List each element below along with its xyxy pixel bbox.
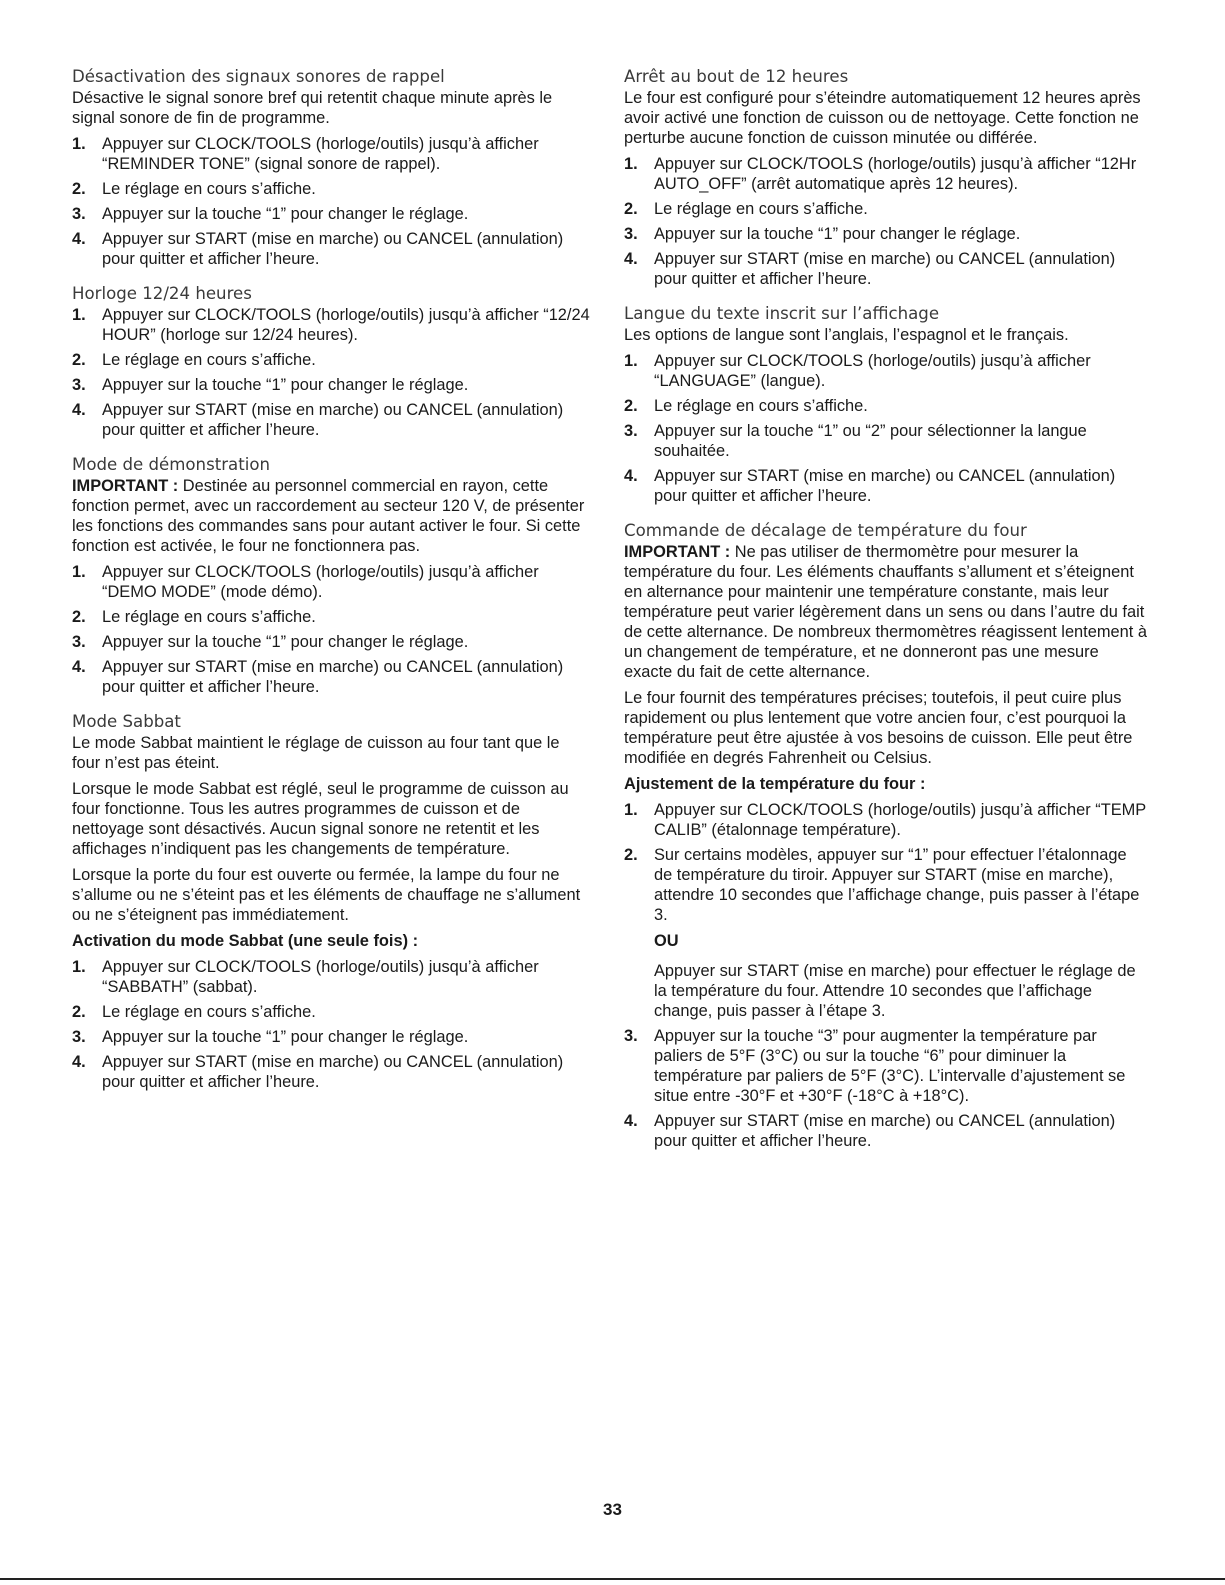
step-number: 3. — [624, 422, 638, 440]
step-text: Appuyer sur START (mise en marche) ou CANCEL (annulation) pour quitter et afficher l’heure. — [102, 1053, 564, 1091]
step-text: Appuyer sur la touche “1” pour changer le réglage. — [102, 633, 469, 651]
step-number: 4. — [72, 401, 86, 419]
step-text: Appuyer sur CLOCK/TOOLS (horloge/outils) jusqu’à afficher “LANGUAGE” (langue). — [654, 352, 1091, 390]
step-number: 3. — [72, 1028, 86, 1046]
list-item — [624, 1111, 1149, 1151]
important-note — [624, 542, 1149, 682]
steps-list — [72, 957, 592, 1092]
section-title: Commande de décalage de température du four — [624, 521, 1027, 540]
section-title: Mode de démonstration — [72, 455, 271, 474]
step-number: 2. — [72, 1003, 86, 1021]
section-title: Mode Sabbat — [72, 712, 181, 731]
list-item — [624, 421, 1149, 461]
steps-list — [72, 562, 592, 697]
step-number: 3. — [72, 633, 86, 651]
step-text: Appuyer sur START (mise en marche) ou CANCEL (annulation) pour quitter et afficher l’heure. — [102, 230, 564, 268]
list-item — [72, 375, 592, 395]
list-item — [624, 199, 1149, 219]
section-display-language — [624, 303, 1149, 506]
list-item — [624, 351, 1149, 391]
step-number: 3. — [72, 205, 86, 223]
step-text: Appuyer sur CLOCK/TOOLS (horloge/outils) jusqu’à afficher “12Hr AUTO_OFF” (arrêt automatique après 12 heures). — [654, 155, 1137, 193]
section-title: Arrêt au bout de 12 heures — [624, 67, 849, 86]
step-text: Le réglage en cours s’affiche. — [102, 1003, 316, 1021]
steps-list — [624, 351, 1149, 506]
step-text: Le réglage en cours s’affiche. — [102, 180, 316, 198]
step-text: Appuyer sur CLOCK/TOOLS (horloge/outils) jusqu’à afficher “DEMO MODE” (mode démo). — [102, 563, 539, 601]
step-text: Appuyer sur START (mise en marche) ou CANCEL (annulation) pour quitter et afficher l’heure. — [654, 250, 1116, 288]
section-intro: Désactive le signal sonore bref qui retentit chaque minute après le signal sonore de fin de programme. — [72, 89, 553, 127]
step-text: Appuyer sur CLOCK/TOOLS (horloge/outils) jusqu’à afficher “TEMP CALIB” (étalonnage température). — [654, 801, 1146, 839]
step-number: 3. — [72, 376, 86, 394]
list-item — [72, 179, 592, 199]
list-item — [72, 607, 592, 627]
important-label: IMPORTANT : — [72, 477, 179, 495]
step-text: Le réglage en cours s’affiche. — [654, 397, 868, 415]
paragraph: Le mode Sabbat maintient le réglage de cuisson au four tant que le four n’est pas éteint. — [72, 734, 560, 772]
list-item — [72, 134, 592, 174]
section-reminder-tone — [72, 66, 592, 269]
step-text: Appuyer sur la touche “1” pour changer le réglage. — [102, 376, 469, 394]
steps-list — [72, 305, 592, 440]
list-item — [72, 562, 592, 602]
section-auto-off — [624, 66, 1149, 289]
step-number: 4. — [624, 467, 638, 485]
list-item — [72, 1052, 592, 1092]
or-separator: OU — [654, 932, 679, 950]
step-number: 1. — [72, 563, 86, 581]
step-number: 2. — [624, 846, 638, 864]
list-item — [72, 400, 592, 440]
section-sabbath-mode — [72, 711, 592, 1092]
list-item — [72, 229, 592, 269]
important-note — [72, 476, 592, 556]
paragraph: Lorsque le mode Sabbat est réglé, seul le programme de cuisson au four fonctionne. Tous les autres programmes de cuisson et de nettoyage sont désactivés. Aucun signal sonore ne retentit et les affichages n’indiquent pas les changements de température. — [72, 780, 569, 858]
list-item — [624, 1026, 1149, 1106]
step-text: Appuyer sur la touche “1” pour changer le réglage. — [102, 205, 469, 223]
step-text: Appuyer sur START (mise en marche) ou CANCEL (annulation) pour quitter et afficher l’heure. — [654, 467, 1116, 505]
list-item — [624, 224, 1149, 244]
list-item — [624, 396, 1149, 416]
list-item — [72, 1002, 592, 1022]
step-number: 2. — [72, 180, 86, 198]
step-text: Appuyer sur la touche “1” pour changer le réglage. — [654, 225, 1021, 243]
list-item — [624, 466, 1149, 506]
section-title: Langue du texte inscrit sur l’affichage — [624, 304, 940, 323]
steps-list — [624, 800, 1149, 1151]
step-text: Appuyer sur START (mise en marche) ou CANCEL (annulation) pour quitter et afficher l’heure. — [102, 401, 564, 439]
step-number: 1. — [624, 352, 638, 370]
step-number: 2. — [72, 608, 86, 626]
list-item — [624, 249, 1149, 289]
step-number: 4. — [72, 1053, 86, 1071]
list-item — [624, 154, 1149, 194]
list-item — [72, 632, 592, 652]
list-item — [624, 800, 1149, 840]
step-text: Appuyer sur CLOCK/TOOLS (horloge/outils) jusqu’à afficher “REMINDER TONE” (signal sonore de rappel). — [102, 135, 539, 173]
step-text: Appuyer sur START (mise en marche) ou CANCEL (annulation) pour quitter et afficher l’heure. — [654, 1112, 1116, 1150]
subheading: Ajustement de la température du four : — [624, 775, 926, 793]
step-text: Le réglage en cours s’affiche. — [102, 608, 316, 626]
step-text: Sur certains modèles, appuyer sur “1” pour effectuer l’étalonnage de température du tiroir. Appuyer sur START (mise en marche), attendre 10 secondes que l’affichage change, puis passer à l’étape 3. — [654, 846, 1140, 924]
step-text: Appuyer sur START (mise en marche) ou CANCEL (annulation) pour quitter et afficher l’heure. — [102, 658, 564, 696]
step-number: 2. — [72, 351, 86, 369]
list-item — [72, 957, 592, 997]
step-number: 1. — [72, 958, 86, 976]
step-text: Appuyer sur la touche “1” pour changer le réglage. — [102, 1028, 469, 1046]
step-number: 2. — [624, 200, 638, 218]
section-demo-mode — [72, 454, 592, 697]
step-number: 3. — [624, 1027, 638, 1045]
list-item — [72, 1027, 592, 1047]
section-clock-1224 — [72, 283, 592, 440]
right-column — [624, 66, 1149, 1165]
important-text: Ne pas utiliser de thermomètre pour mesurer la température du four. Les éléments chauffants s’allument et s’éteignent en alternance pour maintenir une température constante, mais leur température peut varier légèrement dans un sens ou dans l’autre du fait de cette alternance. De nombreux thermomètres réagissent lentement à un changement de température, et ne donneront pas une mesure exacte du fait de cette alternance. — [624, 543, 1147, 681]
page-number: 33 — [603, 1500, 622, 1519]
paragraph: Le four fournit des températures précises; toutefois, il peut cuire plus rapidement ou plus lentement que votre ancien four, c’est pourquoi la température peut être ajustée à vos besoins de cuisson. Elle peut être modifiée en degrés Fahrenheit ou Celsius. — [624, 689, 1133, 767]
step-alternative-text: Appuyer sur START (mise en marche) pour effectuer le réglage de la température du four. Attendre 10 secondes que l’affichage change, puis passer à l’étape 3. — [654, 962, 1136, 1020]
step-text: Le réglage en cours s’affiche. — [102, 351, 316, 369]
step-number: 4. — [72, 230, 86, 248]
section-temperature-offset — [624, 520, 1149, 1151]
section-intro: Les options de langue sont l’anglais, l’espagnol et le français. — [624, 326, 1069, 344]
subheading: Activation du mode Sabbat (une seule fois) : — [72, 932, 419, 950]
left-column — [72, 66, 592, 1106]
list-item — [72, 350, 592, 370]
step-number: 4. — [624, 1112, 638, 1130]
step-number: 1. — [72, 306, 86, 324]
steps-list — [72, 134, 592, 269]
step-number: 4. — [72, 658, 86, 676]
list-item — [72, 204, 592, 224]
list-item — [624, 845, 1149, 1021]
step-text: Appuyer sur CLOCK/TOOLS (horloge/outils) jusqu’à afficher “SABBATH” (sabbat). — [102, 958, 539, 996]
list-item — [72, 657, 592, 697]
step-text: Appuyer sur CLOCK/TOOLS (horloge/outils) jusqu’à afficher “12/24 HOUR” (horloge sur 12/24 heures). — [102, 306, 590, 344]
bottom-rule — [0, 1578, 1225, 1580]
step-number: 2. — [624, 397, 638, 415]
list-item — [72, 305, 592, 345]
section-title: Désactivation des signaux sonores de rappel — [72, 67, 445, 86]
paragraph: Lorsque la porte du four est ouverte ou fermée, la lampe du four ne s’allume ou ne s’éteint pas et les éléments de chauffage ne s’allument ou ne s’éteignent pas immédiatement. — [72, 866, 581, 924]
step-number: 1. — [624, 155, 638, 173]
step-number: 4. — [624, 250, 638, 268]
important-label: IMPORTANT : — [624, 543, 731, 561]
important-text: Destinée au personnel commercial en rayon, cette fonction permet, avec un raccordement au secteur 120 V, de présenter les fonctions des commandes sans pour autant activer le four. Si cette fonction est activée, le four ne fonctionnera pas. — [72, 477, 585, 555]
step-text: Appuyer sur la touche “3” pour augmenter la température par paliers de 5°F (3°C) ou sur la touche “6” pour diminuer la température par paliers de 5°F (3°C). L’intervalle d’ajustement se situe entre -30°F et +30°F (-18°C à +18°C). — [654, 1027, 1126, 1105]
step-number: 3. — [624, 225, 638, 243]
section-intro: Le four est configuré pour s’éteindre automatiquement 12 heures après avoir activé une fonction de cuisson ou de nettoyage. Cette fonction ne perturbe aucune fonction de cuisson minutée ou différée. — [624, 89, 1141, 147]
step-text: Le réglage en cours s’affiche. — [654, 200, 868, 218]
step-text: Appuyer sur la touche “1” ou “2” pour sélectionner la langue souhaitée. — [654, 422, 1087, 460]
step-number: 1. — [624, 801, 638, 819]
steps-list — [624, 154, 1149, 289]
section-title: Horloge 12/24 heures — [72, 284, 252, 303]
step-number: 1. — [72, 135, 86, 153]
